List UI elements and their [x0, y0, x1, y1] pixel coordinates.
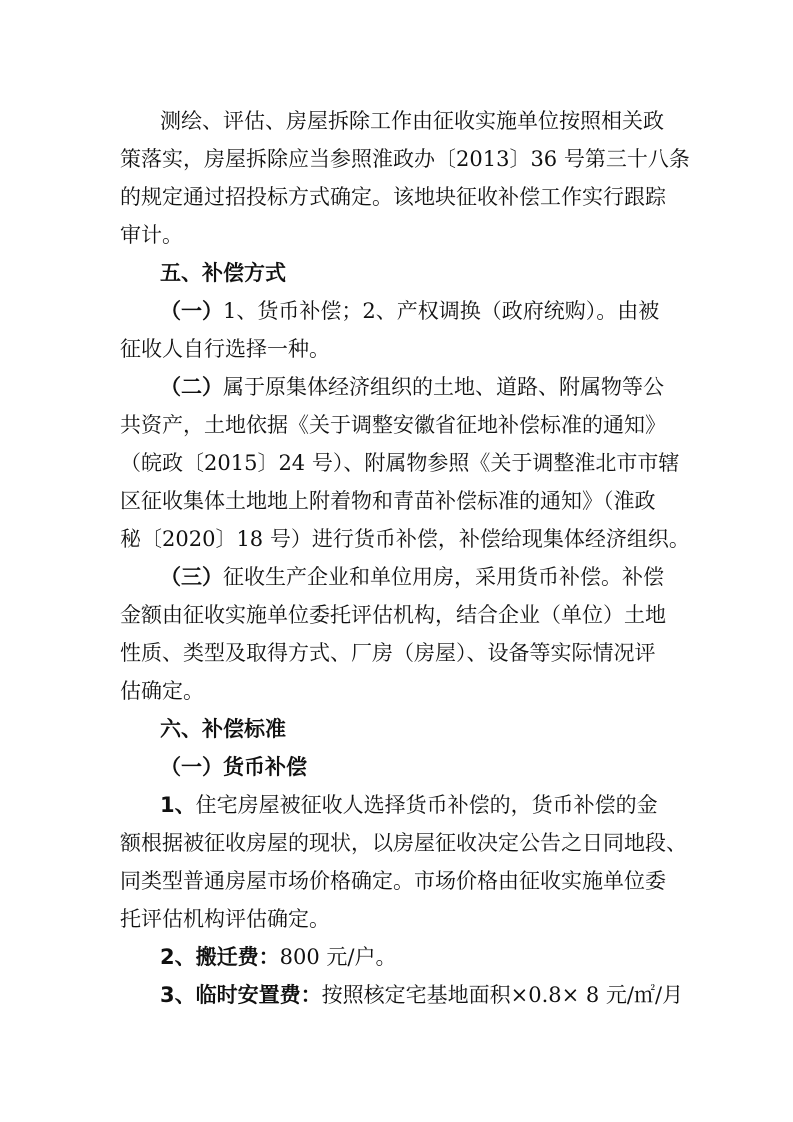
text-line: 审计。	[120, 223, 183, 247]
item-text: 征收生产企业和单位用房，采用货币补偿。补偿	[223, 565, 664, 589]
item-lead: 3、临时安置费：	[160, 983, 322, 1007]
item-text: 1、货币补偿；2、产权调换（政府统购）。由被	[223, 299, 660, 323]
text-line: 托评估机构评估确定。	[120, 907, 330, 931]
item-lead: 2、搬迁费：	[160, 945, 280, 969]
item-text: 按照核定宅基地面积×0.8× 8 元/㎡/月	[321, 983, 684, 1007]
text-line: 性质、类型及取得方式、厂房（房屋）、设备等实际情况评	[120, 641, 656, 665]
item-text: 800 元/户。	[279, 945, 397, 969]
text-line: 金额由征收实施单位委托评估机构，结合企业（单位）土地	[120, 603, 666, 627]
text-line: 征收人自行选择一种。	[120, 337, 330, 361]
text-line: 区征收集体土地地上附着物和青苗补偿标准的通知》（淮政	[120, 489, 656, 513]
text-line: （皖政〔2015〕24 号）、附属物参照《关于调整淮北市市辖	[120, 451, 680, 475]
numbered-paragraph	[0, 792, 793, 818]
item-lead: （三）	[160, 565, 223, 589]
numbered-paragraph	[0, 982, 793, 1008]
item-text: 属于原集体经济组织的土地、道路、附属物等公	[223, 375, 664, 399]
numbered-paragraph	[0, 374, 793, 400]
text-line: 秘〔2020〕18 号）进行货币补偿，补偿给现集体经济组织。	[120, 527, 690, 551]
text-line: 共资产，土地依据《关于调整安徽省征地补偿标准的通知》	[120, 413, 666, 437]
text-line: 同类型普通房屋市场价格确定。市场价格由征收实施单位委	[120, 869, 666, 893]
numbered-paragraph	[0, 944, 793, 970]
text-line: 测绘、评估、房屋拆除工作由征收实施单位按照相关政	[160, 109, 664, 133]
text-line: 策落实，房屋拆除应当参照淮政办〔2013〕36 号第三十八条	[120, 147, 690, 171]
item-lead: 1、	[160, 793, 196, 817]
section-heading: 五、补偿方式	[160, 261, 286, 285]
text-line: 的规定通过招投标方式确定。该地块征收补偿工作实行跟踪	[120, 185, 666, 209]
item-lead: （二）	[160, 375, 223, 399]
item-text: 住宅房屋被征收人选择货币补偿的，货币补偿的金	[195, 793, 658, 817]
numbered-paragraph	[0, 564, 793, 590]
numbered-paragraph	[0, 298, 793, 324]
subsection-heading: （一）货币补偿	[160, 755, 307, 779]
text-line: 额根据被征收房屋的现状，以房屋征收决定公告之日同地段、	[120, 831, 687, 855]
section-heading: 六、补偿标准	[160, 717, 286, 741]
item-lead: （一）	[160, 299, 223, 323]
text-line: 估确定。	[120, 679, 204, 703]
